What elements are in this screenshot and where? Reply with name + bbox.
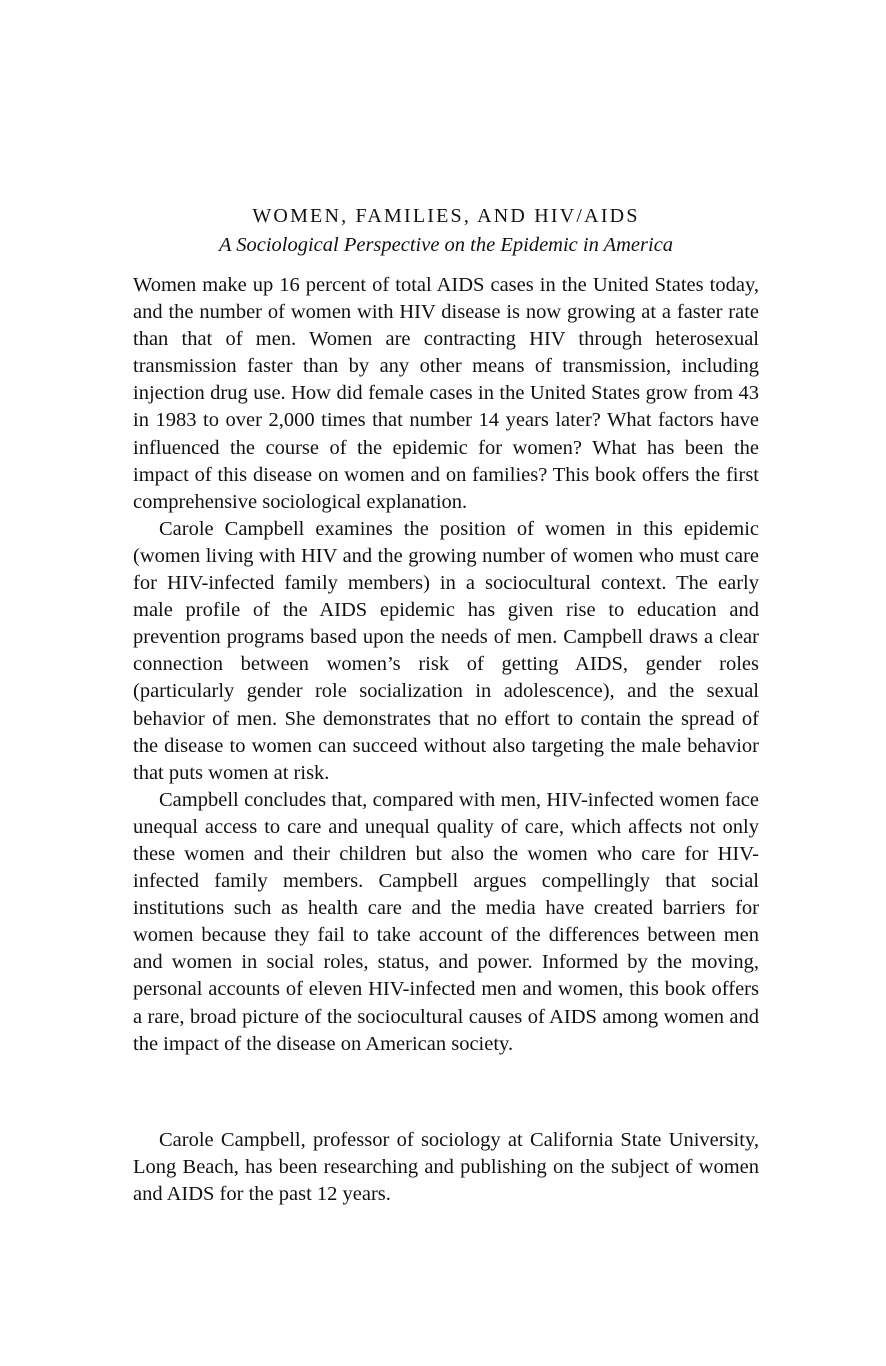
description-paragraph-2: Carole Campbell examines the position of women in this epidemic (women living with HIV and the growing number of women who must care for HIV-infected family members) in a sociocultural context. The early male profile of the AIDS epidemic has given rise to education and prevention programs based upon the needs of men. Campbell draws a clear connection between women’s risk of getting AIDS, gender roles (particularly gender role socialization in adolescence), and the sexual behavior of men. She demonstrates that no effort to contain the spread of the disease to women can succeed without also targeting the male behavior that puts women at risk.: [133, 517, 759, 784]
book-title: WOMEN, FAMILIES, AND HIV/AIDS: [252, 205, 640, 227]
book-subtitle: A Sociological Perspective on the Epidemic in America: [218, 234, 674, 256]
author-bio: Carole Campbell, professor of sociology at California State University, Long Beach, has been researching and publishing on the subject of women and AIDS for the past 12 years.: [133, 1129, 759, 1206]
description-body: [133, 272, 759, 1058]
book-page: [133, 0, 759, 1366]
description-paragraph-1: Women make up 16 percent of total AIDS cases in the United States today, and the number of women with HIV disease is now growing at a faster rate than that of men. Women are contracting HIV through heterosexual transmission faster than by any other means of transmission, including injection drug use. How did female cases in the United States grow from 43 in 1983 to over 2,000 times that number 14 years later? What factors have influenced the course of the epidemic for women? What has been the impact of this disease on women and on families? This book offers the first comprehensive sociological explanation.: [133, 274, 759, 513]
description-paragraph-3: Campbell concludes that, compared with men, HIV-infected women face unequal access to care and unequal quality of care, which affects not only these women and their children but also the women who care for HIV-infected family members. Campbell argues compellingly that social institutions such as health care and the media have created barriers for women because they fail to take account of the differences between men and women in social roles, status, and power. Informed by the moving, personal accounts of eleven HIV-infected men and women, this book offers a rare, broad picture of the sociocultural causes of AIDS among women and the impact of the disease on American society.: [133, 788, 759, 1055]
heading-block: [133, 203, 759, 260]
